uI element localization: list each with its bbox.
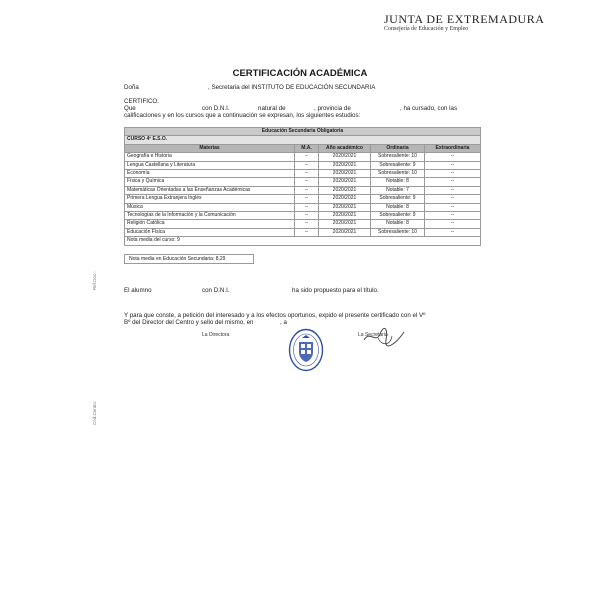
table-row: [125, 195, 481, 203]
alumno-dni-label: con D.N.I.: [202, 287, 230, 294]
ma-cell: --: [295, 153, 319, 161]
col-materias: Materias: [125, 144, 295, 152]
page-title: CERTIFICACIÓN ACADÉMICA: [232, 68, 368, 79]
year-cell: 2020/2021: [319, 212, 371, 220]
alumno-label: El alumno: [124, 287, 152, 294]
ma-cell: --: [295, 178, 319, 186]
course-average: Nota media del curso: 9: [125, 237, 481, 245]
year-cell: 2020/2021: [319, 178, 371, 186]
ma-cell: --: [295, 195, 319, 203]
ordinaria-cell: Sobresaliente: 9: [371, 212, 425, 220]
ordinaria-cell: Sobresaliente: 10: [371, 153, 425, 161]
propuesto-text: ha sido propuesto para el título.: [292, 287, 379, 294]
extraordinaria-cell: --: [425, 186, 481, 194]
year-cell: 2020/2021: [319, 153, 371, 161]
que-label: Que: [124, 105, 136, 112]
course-label: CURSO 4º E.S.O.: [125, 136, 481, 144]
year-cell: 2020/2021: [319, 228, 371, 236]
extraordinaria-cell: --: [425, 195, 481, 203]
dept-name: Consejería de Educación y Empleo: [384, 26, 469, 32]
materia-cell: Lengua Castellana y Literatura: [125, 161, 295, 169]
provincia-label: , provincia de: [314, 105, 351, 112]
eso-average: Nota media en Educación Secundaria: 8,29: [124, 254, 254, 264]
col-year: Año académico: [319, 144, 371, 152]
col-ma: M.A.: [295, 144, 319, 152]
ordinaria-cell: Sobresaliente: 10: [371, 228, 425, 236]
closing-line-2-end: , a: [280, 319, 287, 326]
ordinaria-cell: Sobresaliente: 10: [371, 170, 425, 178]
ma-cell: --: [295, 203, 319, 211]
cod-centro-label: Cód.Centro:: [92, 400, 97, 425]
materia-cell: Música: [125, 203, 295, 211]
ref-doc-label: Ref.Doc.:: [92, 271, 97, 290]
materia-cell: Geografía e Historia: [125, 153, 295, 161]
secretaria-label: La Secretaria: [358, 332, 388, 338]
org-name: JUNTA DE EXTREMADURA: [384, 12, 545, 26]
year-cell: 2020/2021: [319, 220, 371, 228]
materia-cell: Física y Química: [125, 178, 295, 186]
materia-cell: Primera Lengua Extranjera Inglés: [125, 195, 295, 203]
cursado-label: , ha cursado, con las: [400, 105, 458, 112]
materia-cell: Tecnologías de la Información y la Comunicación: [125, 212, 295, 220]
certifico-label: CERTIFICO:: [124, 98, 159, 105]
materia-cell: Religión Católica: [125, 220, 295, 228]
extraordinaria-cell: --: [425, 153, 481, 161]
col-extraordinaria: Extraordinaria: [425, 144, 481, 152]
extraordinaria-cell: --: [425, 161, 481, 169]
intro-line-2: calificaciones y en los cursos que a continuación se expresan, los siguientes estudios:: [124, 112, 361, 119]
ordinaria-cell: Sobresaliente: 9: [371, 161, 425, 169]
materia-cell: Educación Física: [125, 228, 295, 236]
extraordinaria-cell: --: [425, 203, 481, 211]
extraordinaria-cell: --: [425, 228, 481, 236]
extraordinaria-cell: --: [425, 220, 481, 228]
year-cell: 2020/2021: [319, 203, 371, 211]
table-row: [125, 178, 481, 186]
stage-band: Educación Secundaria Obligatoria: [125, 128, 481, 136]
secretary-line: , Secretaria del INSTITUTO DE EDUCACIÓN SECUNDARIA: [208, 84, 376, 91]
year-cell: 2020/2021: [319, 195, 371, 203]
table-row: [125, 161, 481, 169]
natural-label: natural de: [258, 105, 286, 112]
materia-cell: Matemáticas Orientadas a las Enseñanzas Académicas: [125, 186, 295, 194]
table-row: [125, 153, 481, 161]
extraordinaria-cell: --: [425, 212, 481, 220]
table-row: [125, 220, 481, 228]
ordinaria-cell: Notable: 8: [371, 203, 425, 211]
table-row: [125, 186, 481, 194]
closing-line-1: Y para que conste, a petición del interesado y a los efectos oportunos, expido el presente certificado con el Vº: [124, 312, 426, 319]
ma-cell: --: [295, 212, 319, 220]
ma-cell: --: [295, 186, 319, 194]
ma-cell: --: [295, 220, 319, 228]
year-cell: 2020/2021: [319, 161, 371, 169]
secretary-signature-icon: [362, 326, 406, 348]
table-row: [125, 228, 481, 236]
materia-cell: Economía: [125, 170, 295, 178]
col-ordinaria: Ordinaria: [371, 144, 425, 152]
grades-table: [124, 127, 481, 246]
salutation: Doña: [124, 84, 139, 91]
ordinaria-cell: Notable: 8: [371, 220, 425, 228]
ordinaria-cell: Sobresaliente: 9: [371, 195, 425, 203]
extraordinaria-cell: --: [425, 178, 481, 186]
year-cell: 2020/2021: [319, 186, 371, 194]
ma-cell: --: [295, 228, 319, 236]
ma-cell: --: [295, 161, 319, 169]
extraordinaria-cell: --: [425, 170, 481, 178]
ordinaria-cell: Notable: 7: [371, 186, 425, 194]
year-cell: 2020/2021: [319, 170, 371, 178]
table-row: [125, 170, 481, 178]
ordinaria-cell: Notable: 8: [371, 178, 425, 186]
official-seal-icon: [288, 328, 324, 372]
table-row: [125, 212, 481, 220]
ma-cell: --: [295, 170, 319, 178]
dni-label: con D.N.I.: [202, 105, 230, 112]
table-row: [125, 203, 481, 211]
director-label: La Directora: [202, 332, 230, 338]
closing-line-2: Bº del Director del Centro y sello del mismo, en: [124, 319, 254, 326]
